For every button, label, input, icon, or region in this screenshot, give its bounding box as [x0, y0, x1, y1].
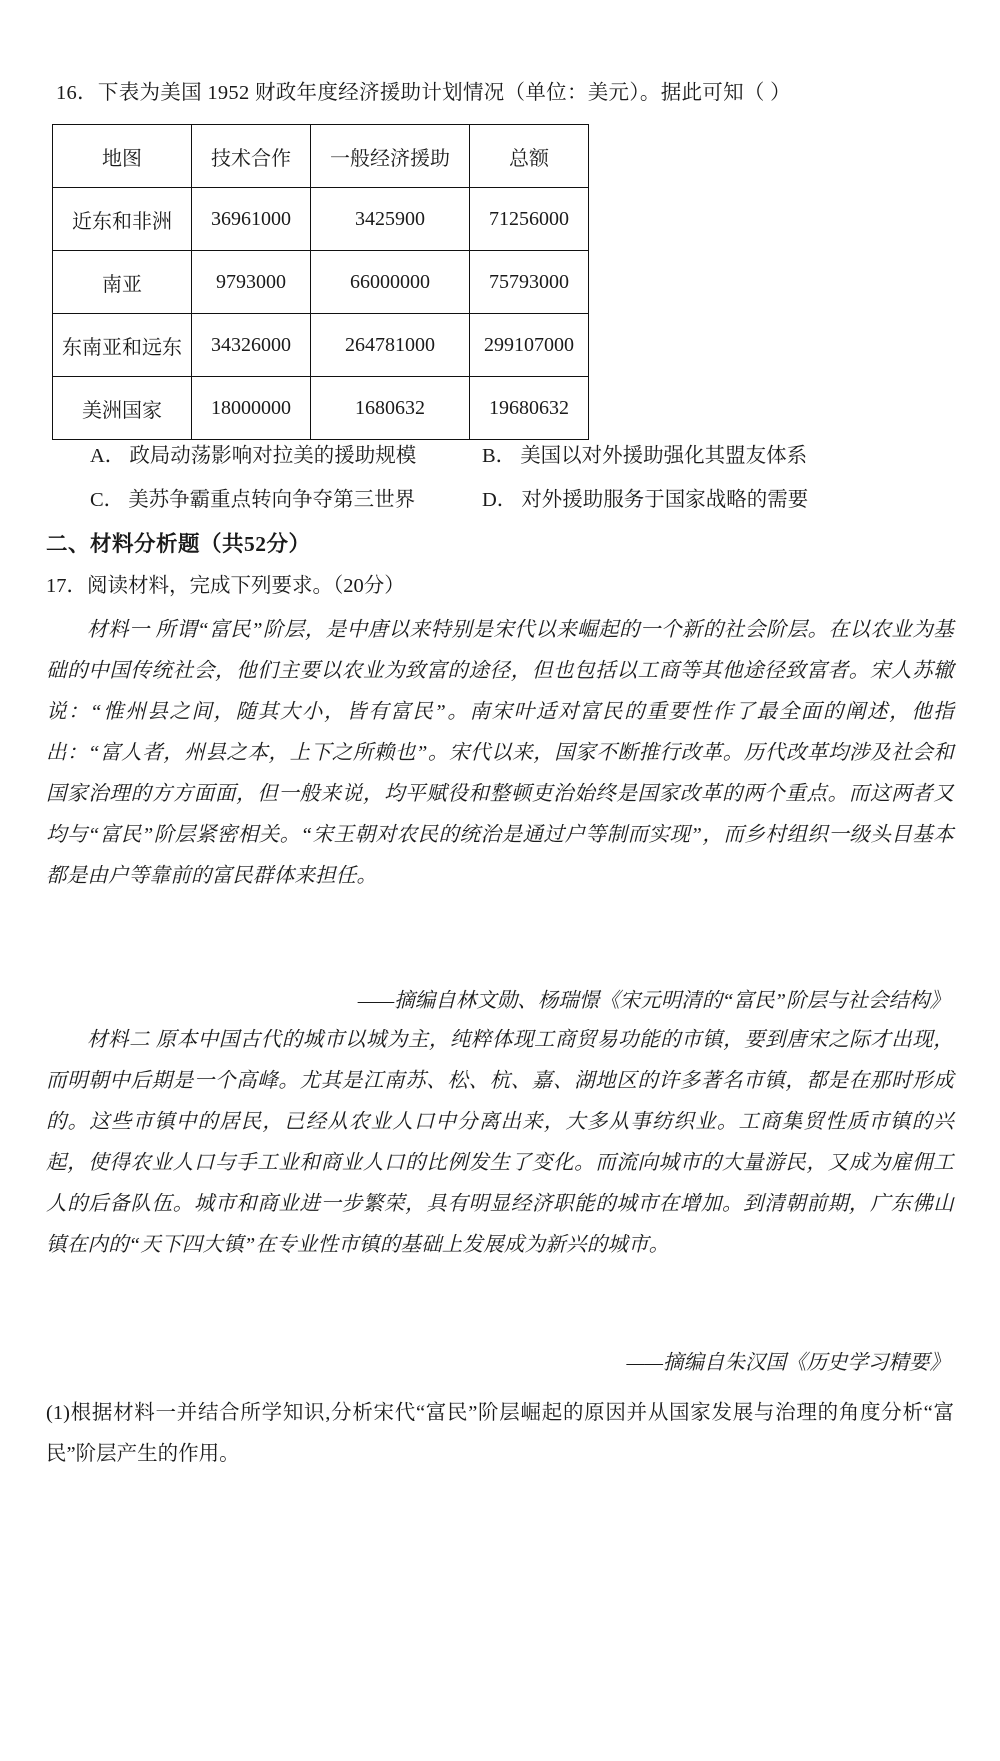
sub-question-1 [46, 1393, 954, 1475]
question-16-stem-text: 下表为美国 1952 财政年度经济援助计划情况（单位：美元）。据此可知（ ） [97, 82, 791, 104]
table-header-general: 一般经济援助 [311, 125, 470, 188]
table-row [53, 188, 589, 251]
cell-general: 1680632 [311, 377, 470, 440]
question-16-number: 16． [56, 82, 98, 104]
cell-general: 3425900 [311, 188, 470, 251]
material-one-text: 材料一 所谓“富民”阶层，是中唐以来特别是宋代以来崛起的一个新的社会阶层。在以农业为基础的中国传统社会，他们主要以农业为致富的途径，但也包括以工商等其他途径致富者。宋人苏辙说：“惟州县之间，随其大小，皆有富民”。南宋叶适对富民的重要性作了最全面的阐述，他指出：“富人者，州县之本，上下之所赖也”。宋代以来，国家不断推行改革。历代改革均涉及社会和国家治理的方方面面，但一般来说，均平赋役和整顿吏治始终是国家改革的两个重点。而这两者又均与“富民”阶层紧密相关。“宋王朝对农民的统治是通过户等制而实现”，而乡村组织一级头目基本都是由户等靠前的富民群体来担任。 [46, 619, 954, 887]
option-row-ab [56, 442, 956, 472]
cell-tech: 18000000 [192, 377, 311, 440]
material-one-source: ——摘编自林文勋、杨瑞憬《宋元明清的“富民”阶层与社会结构》 [357, 990, 950, 1012]
cell-tech: 34326000 [192, 314, 311, 377]
option-c-label: C． [90, 488, 125, 511]
cell-general: 66000000 [311, 251, 470, 314]
cell-general: 264781000 [311, 314, 470, 377]
cell-region: 近东和非洲 [53, 188, 192, 251]
table-row [53, 251, 589, 314]
table-header-total: 总额 [470, 125, 589, 188]
cell-region: 东南亚和远东 [53, 314, 192, 377]
material-two-source: ——摘编自朱汉国《历史学习精要》 [626, 1352, 950, 1374]
cell-total: 71256000 [470, 188, 589, 251]
table-row [53, 377, 589, 440]
table-header-tech: 技术合作 [192, 125, 311, 188]
option-b-text: 美国以对外援助强化其盟友体系 [520, 445, 808, 467]
cell-total: 75793000 [470, 251, 589, 314]
aid-data-table-wrapper [52, 124, 589, 440]
aid-data-table [52, 124, 589, 440]
table-header-region: 地图 [53, 125, 192, 188]
cell-tech: 36961000 [192, 188, 311, 251]
question-16-stem [56, 78, 956, 109]
cell-total: 19680632 [470, 377, 589, 440]
option-b[interactable] [482, 442, 807, 472]
section-2-heading: 二、材料分析题（共52分） [46, 532, 311, 556]
option-a-label: A． [90, 445, 126, 467]
cell-region: 南亚 [53, 251, 192, 314]
option-c-text: 美苏争霸重点转向争夺第三世界 [128, 488, 416, 511]
table-row [53, 314, 589, 377]
option-row-cd [56, 486, 956, 516]
option-c[interactable] [90, 486, 482, 516]
option-d-label: D． [482, 488, 518, 511]
cell-total: 299107000 [470, 314, 589, 377]
question-16-options [56, 442, 956, 529]
material-one [46, 610, 954, 897]
question-17-stem: 17．阅读材料，完成下列要求。（20分） [46, 575, 405, 597]
option-a[interactable] [90, 442, 482, 472]
table-header-row [53, 125, 589, 188]
option-a-text: 政局动荡影响对拉美的援助规模 [129, 445, 417, 467]
option-d[interactable] [482, 486, 808, 516]
cell-region: 美洲国家 [53, 377, 192, 440]
cell-tech: 9793000 [192, 251, 311, 314]
sub-question-1-text: (1)根据材料一并结合所学知识,分析宋代“富民”阶层崛起的原因并从国家发展与治理的角度分析“富民”阶层产生的作用。 [46, 1402, 954, 1465]
option-d-text: 对外援助服务于国家战略的需要 [521, 488, 809, 511]
material-two [46, 1020, 954, 1266]
option-b-label: B． [482, 445, 517, 467]
material-two-text: 材料二 原本中国古代的城市以城为主，纯粹体现工商贸易功能的市镇，要到唐宋之际才出现，而明朝中后期是一个高峰。尤其是江南苏、松、杭、嘉、湖地区的许多著名市镇，都是在那时形成的。这些市镇中的居民，已经从农业人口中分离出来，大多从事纺织业。工商集贸性质市镇的兴起，使得农业人口与手工业和商业人口的比例发生了变化。而流向城市的大量游民，又成为雇佣工人的后备队伍。城市和商业进一步繁荣，具有明显经济职能的城市在增加。到清朝前期，广东佛山镇在内的“天下四大镇”在专业性市镇的基础上发展成为新兴的城市。 [46, 1029, 954, 1256]
